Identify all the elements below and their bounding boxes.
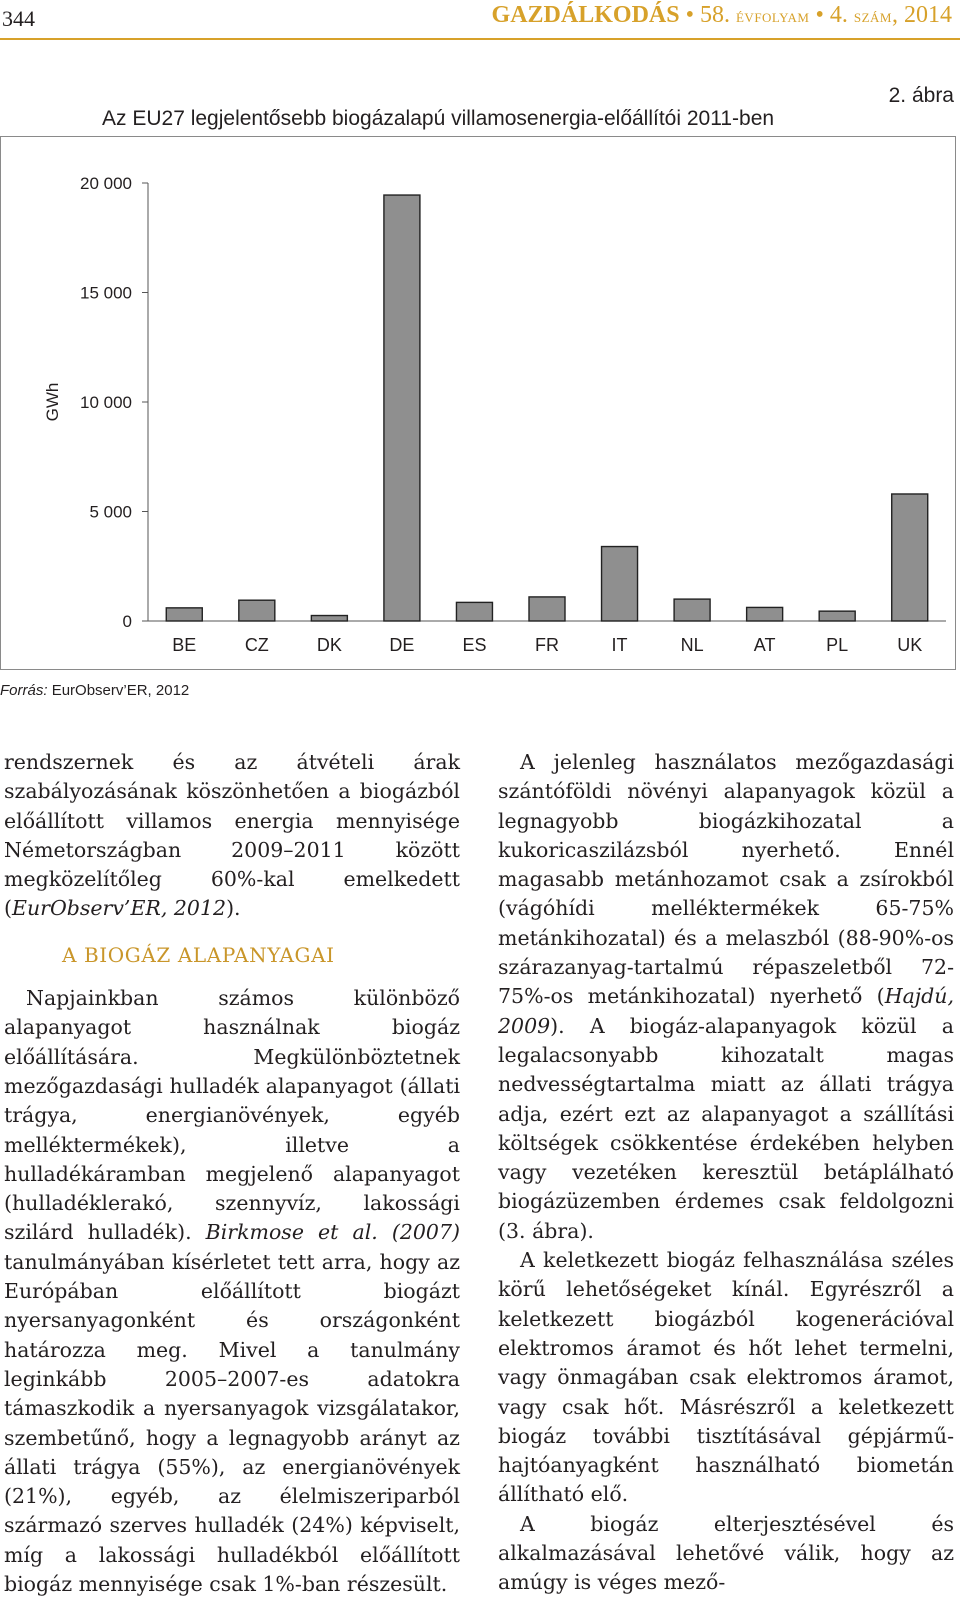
bullet-icon: • bbox=[815, 2, 830, 28]
x-tick-label: PL bbox=[826, 635, 849, 655]
bar-de bbox=[384, 195, 420, 621]
paragraph: A jelenleg használatos mezőgazdasági szántóföldi növényi alapanyagok közül a legnagyobb biogázkihozatal a kukoricaszilázsból nyerhető. Ennél magasabb metánhozamot csak a zsírokból (vágóhídi melléktermékek 65-75% metánkihozatal) és a melaszból (88-90%-os szárazanyag-tartalmú répaszeletből 72-75%-os metánkihozatal) nyerhető (Hajdú, 2009). A biogáz-alapanyagok közül a legalacsonyabb kihozatalt magas nedvességtartalma miatt az állati trágya adja, ezért ezt az alapanyagot a szállítási költségek csökkentése érdekében helyben vagy vezetéken keresztül betáplálható biogázüzemben érdemes csak feldolgozni (3. ábra). bbox=[498, 750, 954, 1243]
citation: Birkmose et al. (2007) bbox=[205, 1220, 461, 1245]
source-label: Forrás: bbox=[0, 682, 48, 699]
y-axis-label: GWh bbox=[43, 382, 62, 422]
bar-cz bbox=[239, 600, 275, 621]
issue-word: szám bbox=[853, 6, 892, 27]
header-rule bbox=[0, 38, 960, 40]
paragraph: rendszernek és az átvételi árak szabályozásának köszönhetően a biogázból előállított villamos energia mennyisége Németországban 2009–2011 között megközelítőleg 60%-kal emelkedett (EurObserv’ER, 2012). bbox=[4, 750, 460, 921]
y-tick-label: 20 000 bbox=[80, 174, 132, 193]
bar-be bbox=[166, 608, 202, 621]
x-tick-label: IT bbox=[611, 635, 628, 655]
y-tick-label: 10 000 bbox=[80, 393, 132, 412]
x-tick-label: DK bbox=[316, 635, 342, 655]
bar-fr bbox=[529, 597, 565, 621]
citation: Hajdú, 2009 bbox=[498, 984, 954, 1038]
bar-chart bbox=[0, 136, 956, 670]
x-tick-label: DE bbox=[389, 635, 415, 655]
x-tick-label: UK bbox=[897, 635, 923, 655]
right-column bbox=[498, 748, 954, 1598]
paragraph: A biogáz elterjesztésével és alkalmazásával lehetővé válik, hogy az amúgy is véges mező- bbox=[498, 1511, 954, 1595]
volume-number: 58. bbox=[699, 2, 730, 28]
left-column bbox=[4, 748, 460, 1599]
journal-header: GAZDÁLKODÁS • 58. évfolyam • 4. szám, 2014 bbox=[491, 2, 952, 28]
bar-dk bbox=[311, 616, 347, 621]
bullet-icon: • bbox=[685, 2, 700, 28]
figure-source bbox=[0, 682, 189, 699]
bar-it bbox=[602, 547, 638, 621]
y-tick-label: 5 000 bbox=[89, 502, 132, 522]
paragraph: A keletkezett biogáz felhasználása széles körű lehetőségeket kínál. Egyrészről a keletkezett biogázból kogenerációval elektromos áramot és hőt lehet termelni, vagy önmagában csak elektromos áramot, vagy csak hőt. Másrészről a keletkezett biogáz további tisztításával gépjármű-hajtóanyagként használható biometán állítható elő. bbox=[498, 1248, 954, 1507]
figure-title: Az EU27 legjelentősebb biogázalapú villamosenergia-előállítói 2011-ben bbox=[102, 107, 775, 130]
paragraph: Napjainkban számos különböző alapanyagot használnak biogáz előállítására. Megkülönböztetnek mezőgazdasági hulladék alapanyagot (állati trágya, energianövények, egyéb melléktermékek), illetve a hulladékáramban megjelenő alapanyagot (hulladéklerakó, szennyvíz, lakossági szilárd hulladék). Birkmose et al. (2007) tanulmányában kísérletet tett arra, hogy az Európában előállított biogázt nyersanyagonként és országonként határozza meg. Mivel a tanulmány leginkább 2005–2007-es adatokra támaszkodik a nyersanyagok vizsgálatakor, szembetűnő, hogy a legnagyobb arányt az állati trágya (55%), az energianövények (21%), egyéb, az élelmiszeriparból származó szerves hulladék (24%) képviselt, míg a lakossági hulladékból előállított biogáz mennyisége csak 1%-ban részesült. bbox=[4, 986, 461, 1597]
bar-at bbox=[747, 607, 783, 621]
y-tick-label: 15 000 bbox=[80, 283, 132, 303]
x-tick-label: CZ bbox=[244, 635, 269, 655]
source-text: EurObserv’ER, 2012 bbox=[51, 682, 190, 699]
year: 2014 bbox=[904, 2, 952, 28]
x-tick-label: BE bbox=[172, 635, 197, 655]
x-tick-label: AT bbox=[753, 635, 776, 655]
issue-number: 4. bbox=[829, 2, 848, 28]
volume-word: évfolyam bbox=[735, 6, 810, 27]
x-tick-label: FR bbox=[535, 635, 559, 655]
bar-es bbox=[456, 602, 492, 621]
section-title: A BIOGÁZ ALAPANYAGAI bbox=[62, 942, 335, 967]
bar-uk bbox=[892, 494, 928, 621]
x-tick-label: NL bbox=[680, 635, 704, 655]
figure-label: 2. ábra bbox=[888, 84, 954, 107]
bar-nl bbox=[674, 599, 710, 621]
bar-pl bbox=[819, 611, 855, 621]
page-number: 344 bbox=[2, 6, 35, 31]
journal-name: GAZDÁLKODÁS bbox=[491, 2, 680, 28]
y-tick-label: 0 bbox=[122, 612, 132, 631]
citation: EurObserv’ER, 2012 bbox=[12, 896, 227, 921]
x-tick-label: ES bbox=[462, 635, 487, 655]
